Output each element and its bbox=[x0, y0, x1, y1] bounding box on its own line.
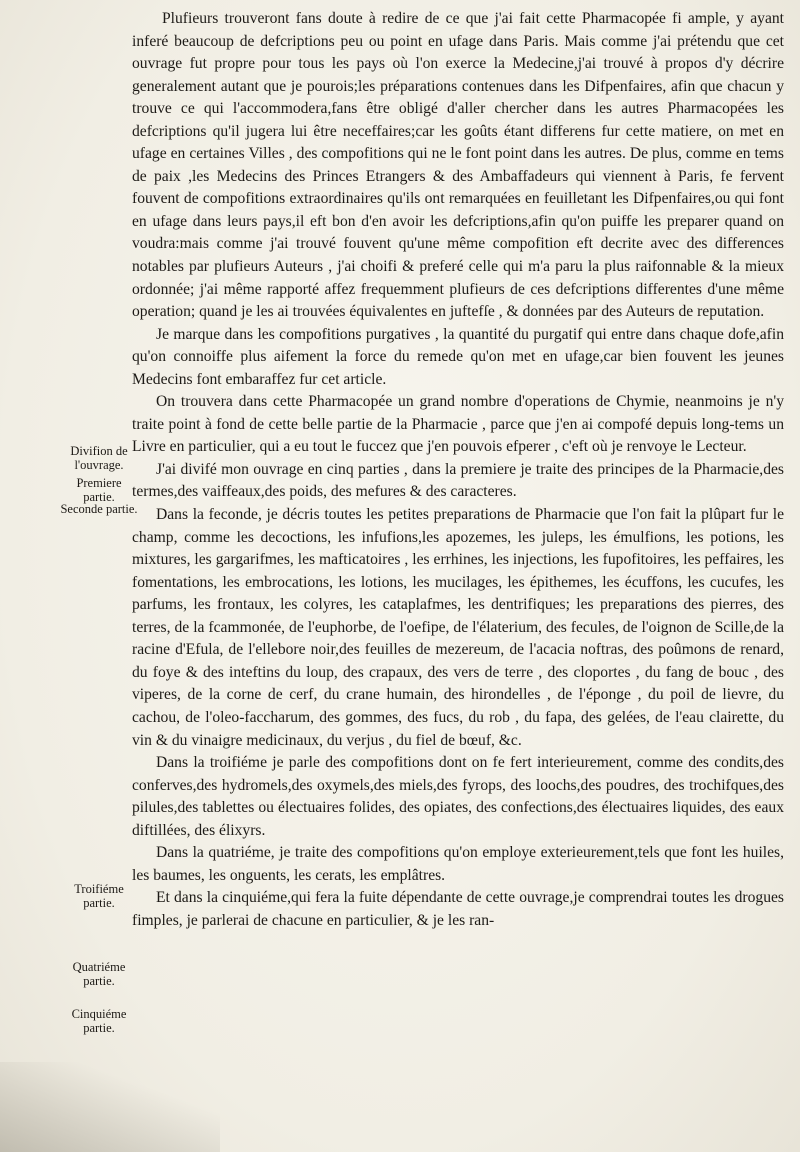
paragraph-quatrieme: Dans la quatriéme, je traite des compofitions qu'on employe exterieurement,tels que font les huiles, les baumes, les onguents, les cerats, les emplâtres. bbox=[132, 844, 784, 884]
margin-note-cinquieme: Cinquiéme partie. bbox=[71, 1007, 127, 1035]
margin-note-premiere: Premiere partie. bbox=[76, 476, 122, 504]
paragraph-chymie: On trouvera dans cette Pharmacopée un grand nombre d'operations de Chymie, neanmoins je n'y traite point à fond de cette belle partie de la Pharmacie , parce que j'en ai compofé depuis long-tems un Livre en particulier, qui a eu tout le fuccez que j'en pouvois efperer , c'eft où je renvoye le Lecteur. bbox=[132, 393, 784, 456]
paragraph-division: J'ai divifé mon ouvrage en cinq parties , dans la premiere je traite des principes de la Pharmacie,des termes,des vaiffeaux,des poids, des mefures & des caracteres. bbox=[132, 460, 784, 501]
margin-note-quatrieme: Quatriéme partie. bbox=[72, 960, 126, 988]
margin-note-division: Divifion de l'ouvrage. bbox=[70, 444, 128, 472]
paragraph-cinquieme: Et dans la cinquiéme,qui fera la fuite dépendante de cette ouvrage,je comprendrai toutes les drogues fimples, je parlerai de chacune en particulier, & je les ran- bbox=[132, 889, 784, 929]
paragraph-troisieme: Dans la troifiéme je parle des compofitions dont on fe fert interieurement, comme des condits,des conferves,des hydromels,des oxymels,des miels,des fyrops, des loochs,des poudres, des trochifques,des pilules,des tablettes ou électuaires folides, des opiates, des confections,des électuaires liquides, des eaux diftillées, des élixyrs. bbox=[132, 754, 784, 839]
paragraph-seconde: Dans la feconde, je décris toutes les petites preparations de Pharmacie que l'on fait la plûpart fur le champ, comme les decoctions, les infufions,les apozemes, les juleps, les émulfions, les potions, les mixtures, les gargarifmes, les mafticatoires , les errhines, les injections, les fupofitoires, les peffaires, les fomentations, les embrocations, les lotions, les mucilages, les épithemes, les écuffons, les cucufes, les parfums, les frontaux, les colyres, les cataplafmes, les dentrifiques; les preparations des pierres, des terres, de la fcammonée, de l'euphorbe, de l'oefipe, de l'élaterium, des fecules, de l'oignon de Scille,de la racine d'Efula, de l'ellebore noir,des feuilles de mezereum, de l'acacia noftras, des poûmons de renard, du foye & des inteftins du loup, des crapaux, des vers de terre , des cloportes , du fang de bouc , des viperes, de la corne de cerf, du crane humain, des hirondelles , de l'éponge , du poil de lievre, du cachou, de l'oleo-faccharum, des gommes, des fucs, du rob , du fapa, des gelées, de l'eau clairette, du vin & du vinaigre medicinaux, du verjus , du fiel de bœuf, &c. bbox=[132, 506, 784, 749]
main-text-column bbox=[132, 8, 784, 932]
page-corner-shadow bbox=[0, 1062, 220, 1152]
paragraph-preface: Plufieurs trouveront fans doute à redire de ce que j'ai fait cette Pharmacopée fi ample, y ayant inferé beaucoup de defcriptions peu ou point en ufage dans Paris. Mais comme j'ai prétendu que cet ouvrage fut propre pour tous les pays où l'on exerce la Medecine,j'ai trouvé à propos d'y décrire generalement autant que je pourois;les préparations contenues dans les Difpenfaires, afin que chacun y trouve ce qui l'accommodera,fans être obligé d'aller chercher dans les autres Pharmacopées les defcriptions qu'il jugera lui être neceffaires;car les goûts étant differens fur cette matiere, on met en ufage en certaines Villes , des compofitions qui ne le font point dans les autres. De plus, comme en tems de paix ,les Medecins des Princes Etrangers & des Ambaffadeurs qui viennent à Paris, fe fervent fouvent de compofitions extraordinaires qu'ils ont remarquées en feuilletant les Difpenfaires,ou qui font en ufage dans leurs pays,il eft bon d'en avoir les defcriptions,afin qu'on puiffe les preparer quand on voudra:mais comme j'ai trouvé fouvent qu'une même compofition eft decrite avec des differences notables par plufieurs Auteurs , j'ai choifi & preferé celle qui m'a paru la plus raifonnable & la mieux ordonnée; j'ai même rapporté affez frequemment plufieurs de ces defcriptions differentes d'une même operation; quand je les ai trouvées équivalentes en juftefſe , & données par des Auteurs de reputation. bbox=[132, 10, 784, 321]
margin-note-seconde: Seconde partie. bbox=[60, 502, 138, 516]
margin-note-troisieme: Troifiéme partie. bbox=[74, 882, 124, 910]
paragraph-purgatives: Je marque dans les compofitions purgatives , la quantité du purgatif qui entre dans chaque dofe,afin qu'on connoiffe plus aifement la force du remede qu'on met en ufage,car bien fouvent les jeunes Medecins font embaraffez fur cet article. bbox=[132, 325, 784, 388]
